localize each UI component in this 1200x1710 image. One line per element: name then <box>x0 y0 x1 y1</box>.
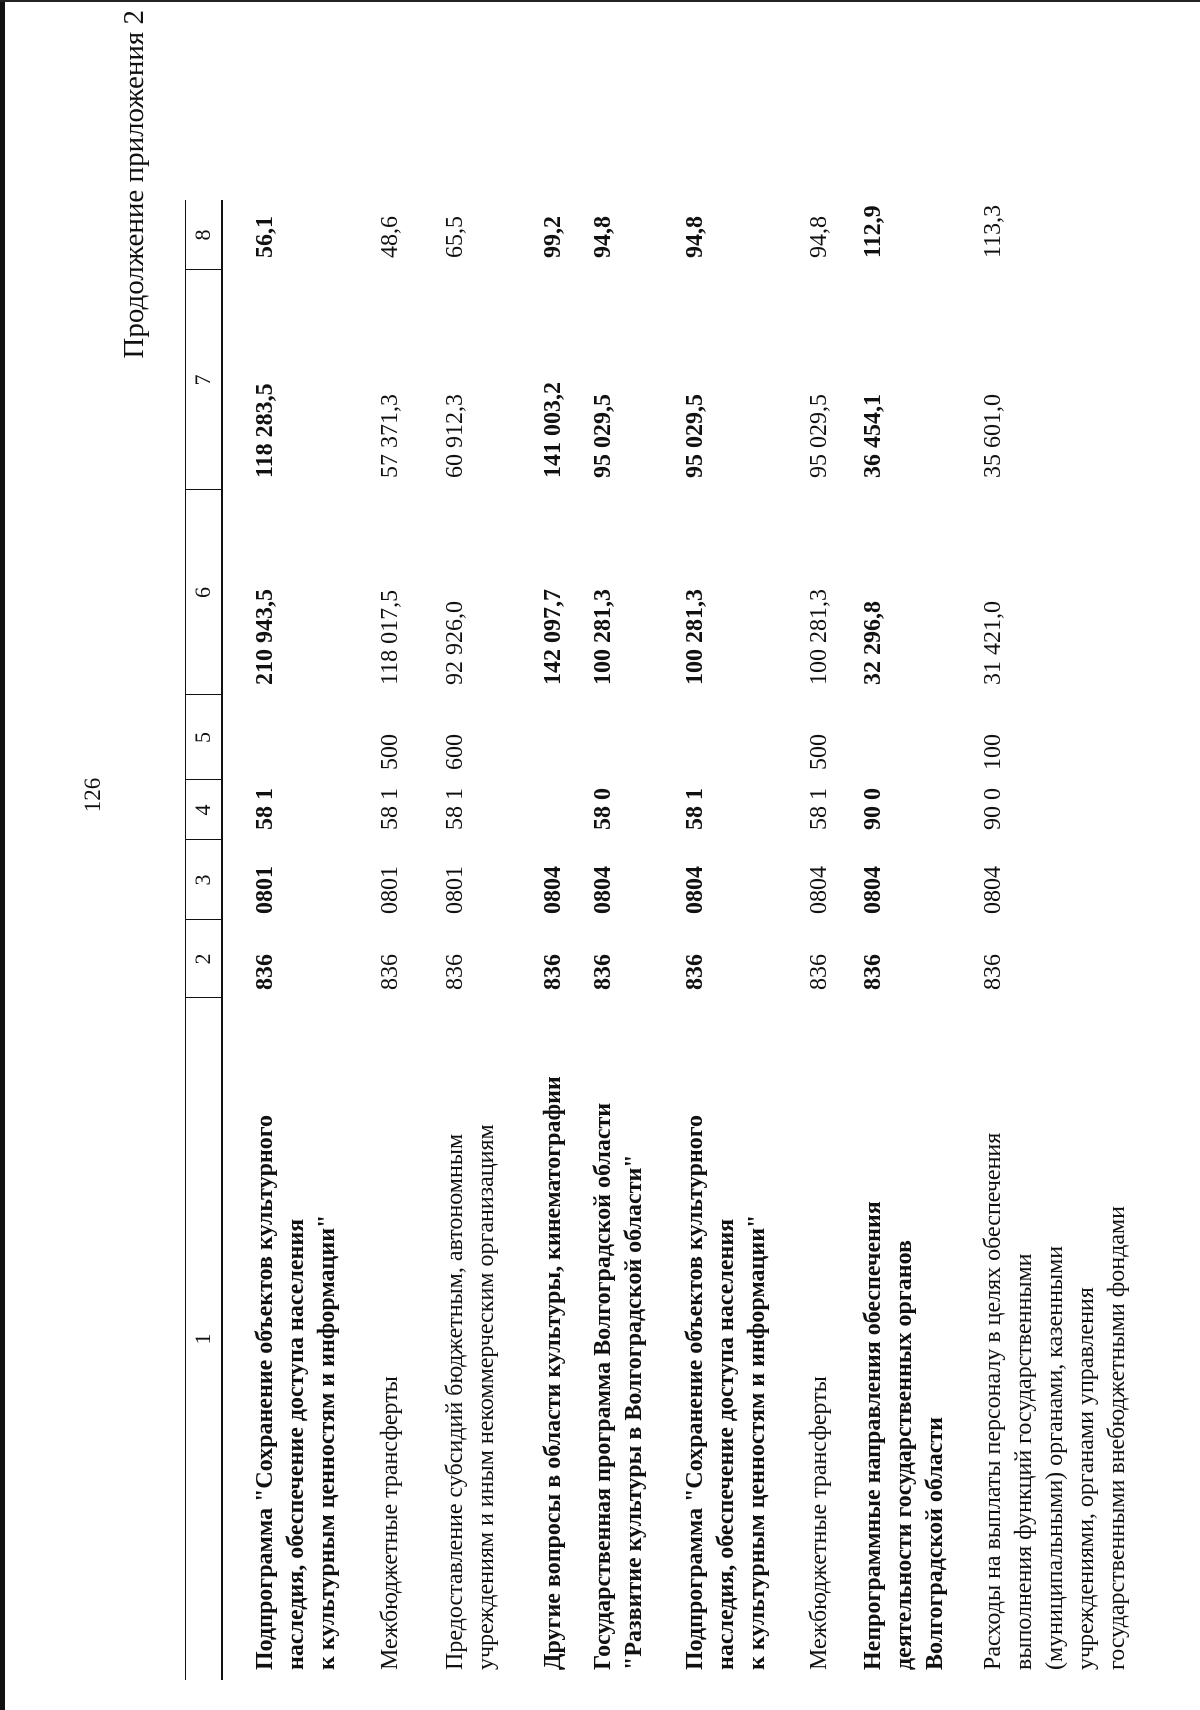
row-name-line: Подпрограмма "Сохранение объектов культурного <box>682 1114 708 1670</box>
cell-c4: 90 0 <box>860 788 886 830</box>
cell-c6: 118 017,5 <box>377 589 403 685</box>
column-header-6: 6 <box>190 587 215 598</box>
row-name-line: Межбюджетные трансферты <box>377 1376 403 1670</box>
row-name-line: Расходы на выплаты персоналу в целях обеспечения <box>980 1132 1006 1670</box>
cell-c3: 0804 <box>980 866 1006 914</box>
column-header-4: 4 <box>190 804 215 816</box>
column-header-1: 1 <box>190 1333 215 1345</box>
column-header-3: 3 <box>190 874 215 886</box>
row-name-line: наследия, обеспечение доступа населения <box>283 1218 309 1670</box>
cell-c4: 58 0 <box>590 788 616 830</box>
column-header-8: 8 <box>190 229 215 241</box>
row-name-line: "Развитие культуры в Волгоградской области" <box>621 1154 647 1670</box>
cell-c5: 600 <box>442 734 468 770</box>
cell-c8: 94,8 <box>806 216 832 258</box>
cell-c4: 58 1 <box>682 788 708 830</box>
cell-c8: 65,5 <box>442 216 468 258</box>
cell-c8: 112,9 <box>860 205 886 258</box>
cell-c3: 0804 <box>806 866 832 914</box>
row-name-line: Подпрограмма "Сохранение объектов культурного <box>252 1114 278 1670</box>
row-name-line: Другие вопросы в области культуры, кинематографии <box>540 1076 566 1670</box>
cell-c7: 118 283,5 <box>252 383 278 478</box>
cell-c2: 836 <box>540 954 566 990</box>
cell-c4: 58 1 <box>806 788 832 830</box>
cell-c8: 56,1 <box>252 216 278 258</box>
column-header-7: 7 <box>190 374 215 386</box>
cell-c6: 100 281,3 <box>682 589 708 685</box>
cell-c3: 0804 <box>860 866 886 914</box>
cell-c8: 94,8 <box>682 216 708 258</box>
cell-c5: 500 <box>806 734 832 770</box>
row-name-line: деятельности государственных органов <box>891 1240 917 1670</box>
cell-c2: 836 <box>860 954 886 990</box>
page-number: 126 <box>80 777 105 813</box>
cell-c2: 836 <box>682 954 708 990</box>
cell-c5: 500 <box>377 734 403 770</box>
table-header-rule <box>221 200 223 1680</box>
continuation-title: Продолжение приложения 2 <box>118 10 150 359</box>
cell-c3: 0801 <box>252 866 278 914</box>
cell-c8: 113,3 <box>980 204 1006 258</box>
cell-c7: 95 029,5 <box>590 394 616 478</box>
cell-c2: 836 <box>806 954 832 990</box>
row-name-line: государственными внебюджетными фондами <box>1104 1205 1130 1670</box>
cell-c3: 0804 <box>590 866 616 914</box>
column-header-5: 5 <box>190 732 215 743</box>
cell-c2: 836 <box>590 954 616 990</box>
row-name-line: к культурным ценностям и информации" <box>314 1214 340 1670</box>
cell-c3: 0804 <box>682 866 708 914</box>
cell-c7: 95 029,5 <box>806 394 832 478</box>
cell-c6: 210 943,5 <box>252 589 278 685</box>
cell-c3: 0804 <box>540 866 566 914</box>
cell-c7: 60 912,3 <box>442 394 468 478</box>
row-name-line: Межбюджетные трансферты <box>806 1376 832 1670</box>
cell-c4: 58 1 <box>252 788 278 830</box>
cell-c2: 836 <box>442 954 468 990</box>
cell-c7: 57 371,3 <box>377 394 403 478</box>
row-name-line: учреждениями, органами управления <box>1073 1287 1099 1670</box>
cell-c2: 836 <box>980 954 1006 990</box>
cell-c6: 92 926,0 <box>442 601 468 685</box>
cell-c5: 100 <box>980 734 1006 770</box>
cell-c3: 0801 <box>377 866 403 914</box>
cell-c8: 94,8 <box>590 216 616 258</box>
cell-c6: 100 281,3 <box>590 589 616 685</box>
cell-c6: 31 421,0 <box>980 601 1006 685</box>
cell-c7: 141 003,2 <box>540 382 566 478</box>
cell-c2: 836 <box>377 954 403 990</box>
cell-c4: 58 1 <box>442 788 468 830</box>
row-name-line: учреждениям и иным некоммерческим организациям <box>473 1124 499 1670</box>
row-name-line: наследия, обеспечение доступа населения <box>713 1218 739 1670</box>
cell-c6: 142 097,7 <box>540 589 566 685</box>
cell-c6: 32 296,8 <box>860 601 886 685</box>
row-name-line: Волгоградской области <box>922 1417 948 1670</box>
cell-c3: 0801 <box>442 866 468 914</box>
cell-c4: 58 1 <box>377 788 403 830</box>
cell-c7: 36 454,1 <box>860 394 886 478</box>
cell-c7: 35 601,0 <box>980 394 1006 478</box>
row-name-line: Непрограммные направления обеспечения <box>860 1201 886 1670</box>
row-name-line: выполнения функций государственными <box>1011 1253 1037 1670</box>
cell-c8: 48,6 <box>377 216 403 258</box>
cell-c7: 95 029,5 <box>682 394 708 478</box>
row-name-line: к культурным ценностям и информации" <box>744 1214 770 1670</box>
cell-c2: 836 <box>252 954 278 990</box>
cell-c4: 90 0 <box>980 788 1006 830</box>
row-name-line: Предоставление субсидий бюджетным, автономным <box>442 1133 468 1670</box>
row-name-line: Государственная программа Волгоградской области <box>590 1102 616 1670</box>
column-header-2: 2 <box>190 953 215 965</box>
cell-c6: 100 281,3 <box>806 589 832 685</box>
row-name-line: (муниципальными) органами, казенными <box>1042 1245 1068 1670</box>
cell-c8: 99,2 <box>540 216 566 258</box>
